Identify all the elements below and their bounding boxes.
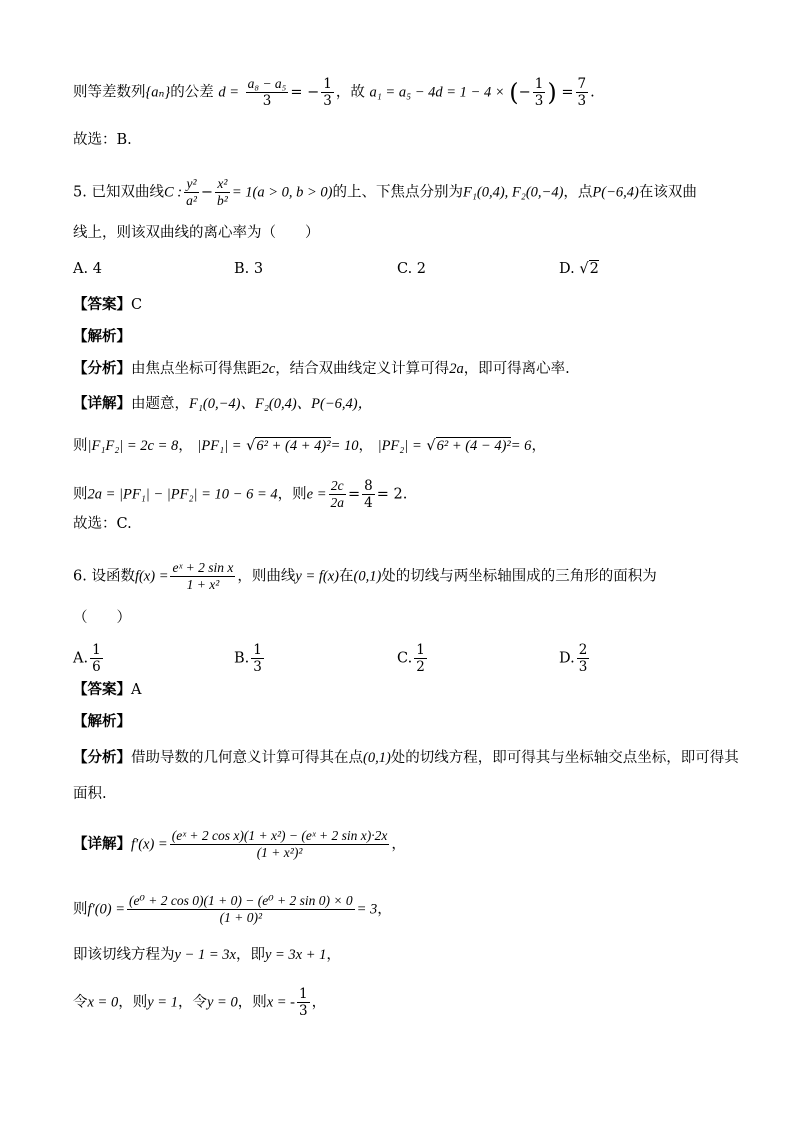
q5-option-b: B. 3	[234, 261, 264, 277]
q5-xiangjie: 【详解】由题意，F₁(0,−4)、F₂(0,4)、P(−6,4)，	[73, 395, 373, 412]
q6-stem-paren: （ ）	[73, 610, 131, 626]
q6-intercepts-line: 令x = 0，则y = 1，令y = 0，则x = - $\frac{1}{3}$ ，	[73, 986, 327, 1019]
q6-fenxi: 【分析】借助导数的几何意义计算可得其在点(0,1)处的切线方程，即可得其与坐标轴交点坐标，即可得其	[73, 749, 739, 766]
text: 的公差	[170, 84, 214, 101]
q6-derivative-at-zero: 则f′(0) = $\frac{\text{(e⁰ + 2 cos 0)(1 + 0) − (e⁰ + 2 sin 0) × 0}}{\text{(1 + 0)²}}$ = 3，	[73, 893, 392, 925]
q5-answer: 【答案】C	[73, 296, 143, 313]
math: d =	[218, 84, 240, 101]
q4-choose: 故选：B.	[73, 132, 132, 148]
q5-stem-line2: 线上，则该双曲线的离心率为（ ）	[73, 225, 320, 241]
q6-stem-line1: 6. 设函数f(x) = $\frac{\text{eˣ + 2 sin x}}{\text{1 + x²}}$ ，则曲线y = f(x)在(0,1)处的切线与两坐标轴围成的三角形的面积为	[73, 560, 657, 592]
q6-option-b: B. $\frac{1}{3}$	[234, 642, 262, 675]
q5-option-c: C. 2	[397, 261, 427, 277]
fraction: $\frac{1}{3}$	[534, 76, 544, 109]
q6-derivative-line: 【详解】f′(x) = $\frac{\text{(eˣ + 2 cos x)(1 + x²) − (eˣ + 2 sin x)·2x}}{\text{(1 + x²)²}}$ ，	[73, 828, 406, 860]
q5-option-d: D. √2	[559, 261, 599, 277]
q4-common-difference-line: 则等差数列{aₙ}的公差 d = $\frac{\text{a₈ − a₅}}{3}$ = − $\frac{1}{3}$ ，故 a₁ = a₅ − 4d = 1 − 4 × (− $\frac{1}{3}$ ) = $\frac{7}{3}$ .	[73, 76, 595, 109]
q6-answer: 【答案】A	[73, 681, 142, 698]
fraction: $\frac{\text{a₈ − a₅}}{3}$	[247, 76, 287, 109]
fraction: $\frac{1}{3}$	[323, 76, 332, 109]
q6-tangent-line: 即该切线方程为y − 1 = 3x，即y = 3x + 1，	[73, 947, 341, 963]
q5-choose: 故选：C.	[73, 516, 132, 532]
q5-distance-line: 则|F₁F₂| = 2c = 8， |PF₁| = √6² + (4 + 4)²= 10， |PF₂| = √6² + (4 − 4)²= 6，	[73, 438, 546, 454]
fraction: $\frac{7}{3}$	[577, 76, 587, 109]
math: a₁ = a₅ − 4d = 1 − 4 ×	[369, 84, 505, 101]
text: 则等差数列	[73, 84, 146, 101]
q6-option-c: C. $\frac{1}{2}$	[397, 642, 425, 675]
q5-fenxi: 【分析】由焦点坐标可得焦距2c，结合双曲线定义计算可得2a，即可得离心率.	[73, 360, 570, 377]
q5-stem-line1: 5. 已知双曲线C : $\frac{\text{y²}}{\text{a²}}$ − $\frac{\text{x²}}{\text{b²}}$ = 1(a > 0, b > 0)的上、下焦点分别为F₁(0,4), F₂(0,−4)，点P(−6,4)在该双曲	[73, 176, 697, 208]
q6-analysis-label: 【解析】	[73, 713, 131, 730]
math: {aₙ}	[145, 84, 171, 101]
q5-eccentricity-line: 则2a = |PF₁| − |PF₂| = 10 − 6 = 4，则e = $\frac{2c}{2a}$ = $\frac{8}{4}$ = 2.	[73, 478, 408, 511]
text: ，故	[335, 84, 365, 101]
q5-analysis-label: 【解析】	[73, 328, 131, 345]
q6-option-a: A. $\frac{1}{6}$	[73, 642, 101, 675]
q6-fenxi-cont: 面积.	[73, 786, 107, 802]
q5-option-a: A. 4	[73, 261, 102, 277]
q6-option-d: D. $\frac{2}{3}$	[559, 642, 588, 675]
math: = −	[290, 84, 320, 101]
